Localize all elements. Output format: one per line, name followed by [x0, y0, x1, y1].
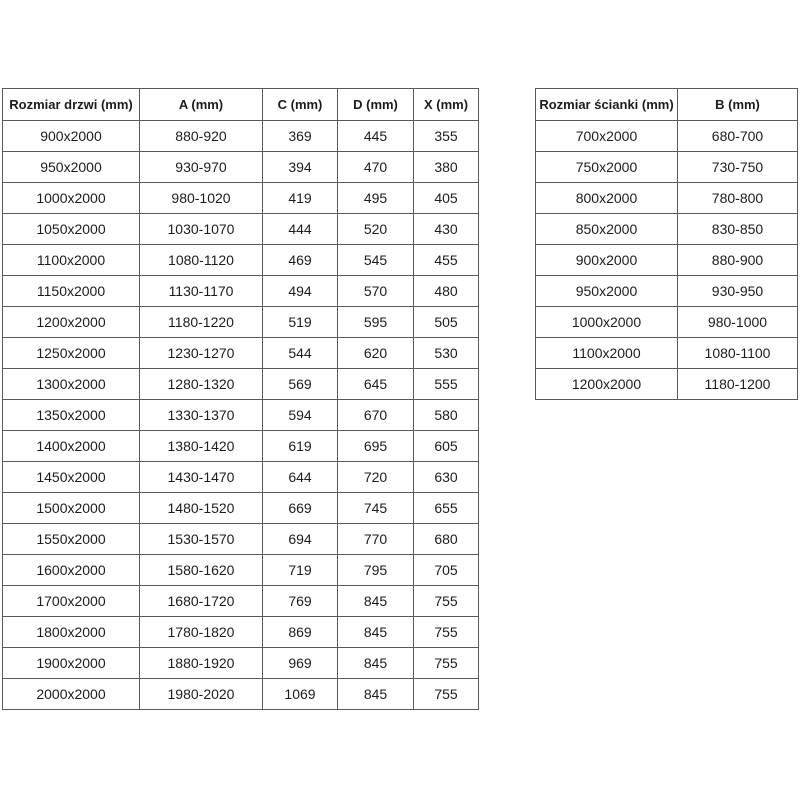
table-cell: 1180-1220 [140, 307, 263, 338]
table-cell: 495 [338, 183, 414, 214]
table-cell: 444 [263, 214, 338, 245]
header-cell: Rozmiar ścianki (mm) [536, 89, 678, 121]
table-row [536, 121, 798, 152]
table-row [3, 617, 479, 648]
table-cell: 570 [338, 276, 414, 307]
table-cell: 669 [263, 493, 338, 524]
door-size-table-head [3, 89, 479, 121]
table-cell: 900x2000 [3, 121, 140, 152]
table-row [3, 524, 479, 555]
table-cell: 419 [263, 183, 338, 214]
table-row [3, 245, 479, 276]
table-row [3, 183, 479, 214]
table-cell: 595 [338, 307, 414, 338]
table-cell: 1350x2000 [3, 400, 140, 431]
table-row [3, 214, 479, 245]
table-cell: 655 [414, 493, 479, 524]
table-cell: 770 [338, 524, 414, 555]
table-row [536, 276, 798, 307]
table-cell: 880-920 [140, 121, 263, 152]
table-cell: 780-800 [678, 183, 798, 214]
table-cell: 619 [263, 431, 338, 462]
table-cell: 1430-1470 [140, 462, 263, 493]
table-cell: 1400x2000 [3, 431, 140, 462]
table-cell: 580 [414, 400, 479, 431]
table-cell: 845 [338, 679, 414, 710]
header-cell: Rozmiar drzwi (mm) [3, 89, 140, 121]
table-cell: 980-1000 [678, 307, 798, 338]
table-cell: 445 [338, 121, 414, 152]
table-cell: 755 [414, 648, 479, 679]
table-cell: 745 [338, 493, 414, 524]
table-cell: 1080-1120 [140, 245, 263, 276]
table-cell: 1450x2000 [3, 462, 140, 493]
table-cell: 430 [414, 214, 479, 245]
table-cell: 680 [414, 524, 479, 555]
table-cell: 470 [338, 152, 414, 183]
table-cell: 545 [338, 245, 414, 276]
table-cell: 1600x2000 [3, 555, 140, 586]
table-cell: 1050x2000 [3, 214, 140, 245]
table-cell: 845 [338, 617, 414, 648]
table-cell: 694 [263, 524, 338, 555]
door-size-table-body [3, 121, 479, 710]
table-cell: 1980-2020 [140, 679, 263, 710]
table-row [3, 400, 479, 431]
table-cell: 1530-1570 [140, 524, 263, 555]
table-cell: 695 [338, 431, 414, 462]
table-cell: 505 [414, 307, 479, 338]
table-cell: 1300x2000 [3, 369, 140, 400]
table-cell: 630 [414, 462, 479, 493]
table-cell: 530 [414, 338, 479, 369]
table-cell: 645 [338, 369, 414, 400]
table-cell: 1800x2000 [3, 617, 140, 648]
table-cell: 869 [263, 617, 338, 648]
table-cell: 1780-1820 [140, 617, 263, 648]
table-cell: 480 [414, 276, 479, 307]
table-cell: 1200x2000 [3, 307, 140, 338]
table-row [3, 369, 479, 400]
table-cell: 755 [414, 679, 479, 710]
table-cell: 1880-1920 [140, 648, 263, 679]
table-cell: 1069 [263, 679, 338, 710]
table-cell: 455 [414, 245, 479, 276]
table-cell: 950x2000 [3, 152, 140, 183]
table-cell: 494 [263, 276, 338, 307]
table-cell: 680-700 [678, 121, 798, 152]
table-row [536, 307, 798, 338]
table-row [3, 493, 479, 524]
table-row [3, 648, 479, 679]
table-row [536, 214, 798, 245]
table-cell: 1380-1420 [140, 431, 263, 462]
table-cell: 2000x2000 [3, 679, 140, 710]
table-cell: 755 [414, 586, 479, 617]
table-row [3, 586, 479, 617]
table-cell: 1580-1620 [140, 555, 263, 586]
table-cell: 1280-1320 [140, 369, 263, 400]
table-cell: 620 [338, 338, 414, 369]
table-cell: 800x2000 [536, 183, 678, 214]
table-row [3, 431, 479, 462]
table-row [536, 245, 798, 276]
table-cell: 700x2000 [536, 121, 678, 152]
table-row [3, 276, 479, 307]
table-cell: 520 [338, 214, 414, 245]
table-row [536, 183, 798, 214]
table-row [3, 307, 479, 338]
table-cell: 930-950 [678, 276, 798, 307]
table-cell: 830-850 [678, 214, 798, 245]
table-row [536, 369, 798, 400]
table-cell: 719 [263, 555, 338, 586]
table-cell: 1130-1170 [140, 276, 263, 307]
table-cell: 969 [263, 648, 338, 679]
table-row [536, 338, 798, 369]
table-cell: 845 [338, 586, 414, 617]
header-cell: D (mm) [338, 89, 414, 121]
table-cell: 1700x2000 [3, 586, 140, 617]
table-cell: 369 [263, 121, 338, 152]
table-row [3, 338, 479, 369]
table-cell: 795 [338, 555, 414, 586]
table-cell: 594 [263, 400, 338, 431]
table-cell: 380 [414, 152, 479, 183]
table-cell: 555 [414, 369, 479, 400]
table-cell: 1230-1270 [140, 338, 263, 369]
table-cell: 950x2000 [536, 276, 678, 307]
table-cell: 980-1020 [140, 183, 263, 214]
table-cell: 1550x2000 [3, 524, 140, 555]
table-cell: 730-750 [678, 152, 798, 183]
table-cell: 1000x2000 [536, 307, 678, 338]
table-cell: 1100x2000 [3, 245, 140, 276]
table-cell: 1250x2000 [3, 338, 140, 369]
wall-size-table-head [536, 89, 798, 121]
table-cell: 880-900 [678, 245, 798, 276]
table-cell: 900x2000 [536, 245, 678, 276]
table-cell: 405 [414, 183, 479, 214]
table-cell: 1480-1520 [140, 493, 263, 524]
table-cell: 1000x2000 [3, 183, 140, 214]
table-cell: 705 [414, 555, 479, 586]
table-cell: 1080-1100 [678, 338, 798, 369]
table-cell: 544 [263, 338, 338, 369]
table-cell: 605 [414, 431, 479, 462]
wall-size-table [535, 88, 798, 400]
table-cell: 644 [263, 462, 338, 493]
table-cell: 1100x2000 [536, 338, 678, 369]
table-cell: 394 [263, 152, 338, 183]
table-cell: 1200x2000 [536, 369, 678, 400]
table-cell: 670 [338, 400, 414, 431]
table-cell: 1180-1200 [678, 369, 798, 400]
header-cell: X (mm) [414, 89, 479, 121]
door-size-table [2, 88, 479, 710]
table-cell: 850x2000 [536, 214, 678, 245]
table-cell: 769 [263, 586, 338, 617]
table-cell: 519 [263, 307, 338, 338]
table-cell: 1330-1370 [140, 400, 263, 431]
table-row [3, 462, 479, 493]
header-row [3, 89, 479, 121]
header-cell: C (mm) [263, 89, 338, 121]
table-row [3, 152, 479, 183]
header-row [536, 89, 798, 121]
table-cell: 1030-1070 [140, 214, 263, 245]
table-cell: 1150x2000 [3, 276, 140, 307]
table-row [536, 152, 798, 183]
header-cell: A (mm) [140, 89, 263, 121]
table-cell: 469 [263, 245, 338, 276]
table-cell: 930-970 [140, 152, 263, 183]
table-cell: 1680-1720 [140, 586, 263, 617]
table-cell: 1500x2000 [3, 493, 140, 524]
table-row [3, 121, 479, 152]
table-cell: 355 [414, 121, 479, 152]
table-row [3, 555, 479, 586]
table-cell: 720 [338, 462, 414, 493]
table-cell: 755 [414, 617, 479, 648]
wall-size-table-body [536, 121, 798, 400]
header-cell: B (mm) [678, 89, 798, 121]
table-cell: 569 [263, 369, 338, 400]
table-cell: 750x2000 [536, 152, 678, 183]
table-row [3, 679, 479, 710]
table-cell: 845 [338, 648, 414, 679]
table-cell: 1900x2000 [3, 648, 140, 679]
